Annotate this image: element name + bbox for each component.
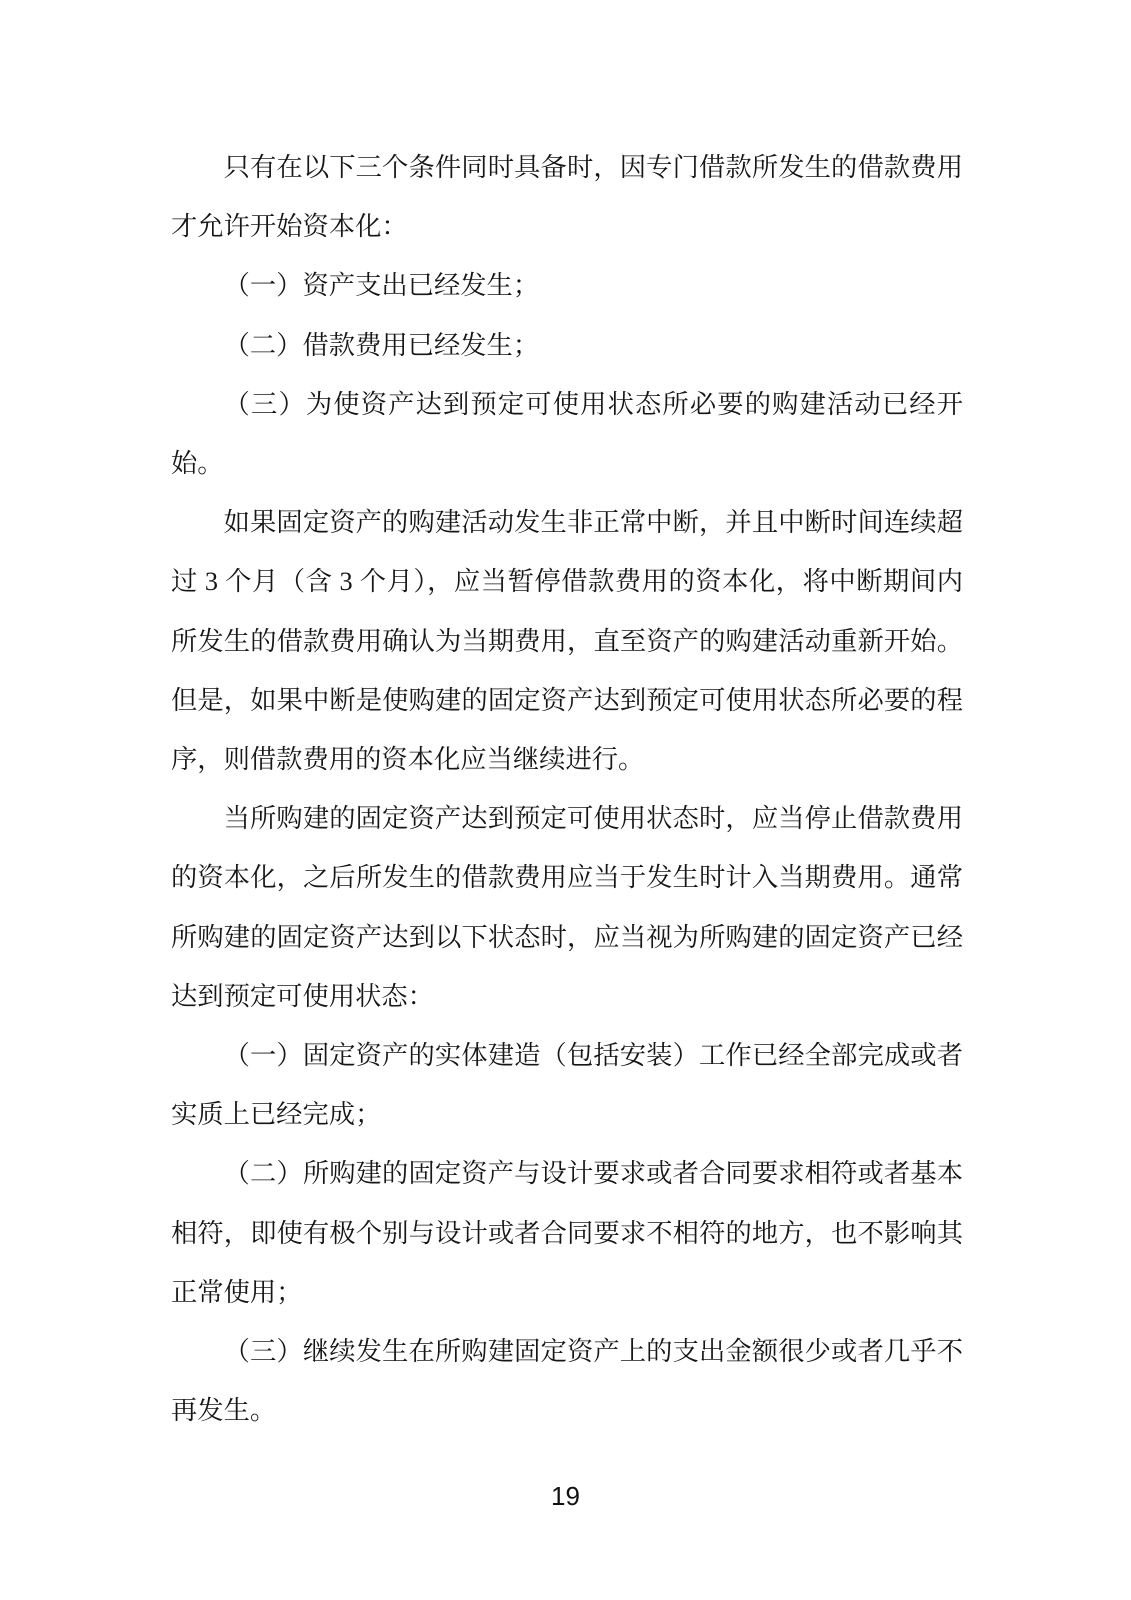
ready-state-item-3: （三）继续发生在所购建固定资产上的支出金额很少或者几乎不再发生。 (171, 1337, 963, 1426)
cessation-paragraph: 当所购建的固定资产达到预定可使用状态时，应当停止借款费用的资本化，之后所发生的借款费用应当于发生时计入当期费用。通常所购建的固定资产达到以下状态时，应当视为所购建的固定资产已经达到预定可使用状态： (171, 804, 963, 1011)
ready-state-item-1: （一）固定资产的实体建造（包括安装）工作已经全部完成或者实质上已经完成； (171, 1041, 963, 1130)
page-number: 19 (551, 1481, 580, 1511)
document-body (171, 138, 963, 1440)
capitalization-condition-item-1: （一）资产支出已经发生； (223, 271, 540, 301)
ready-state-item-2: （二）所购建的固定资产与设计要求或者合同要求相符或者基本相符，即使有极个别与设计或者合同要求不相符的地方，也不影响其正常使用； (171, 1159, 963, 1307)
capitalization-condition-item-2: （二）借款费用已经发生； (223, 330, 540, 360)
capitalization-condition-item-3: （三）为使资产达到预定可使用状态所必要的购建活动已经开始。 (171, 389, 963, 479)
interruption-paragraph: 如果固定资产的购建活动发生非正常中断，并且中断时间连续超过 3 个月（含 3 个月），应当暂停借款费用的资本化，将中断期间内所发生的借款费用确认为当期费用，直至资产的购建活动重新开始。但是，如果中断是使购建的固定资产达到预定可使用状态所必要的程序，则借款费用的资本化应当继续进行。 (171, 508, 963, 775)
intro-paragraph: 只有在以下三个条件同时具备时，因专门借款所发生的借款费用才允许开始资本化： (171, 153, 963, 242)
